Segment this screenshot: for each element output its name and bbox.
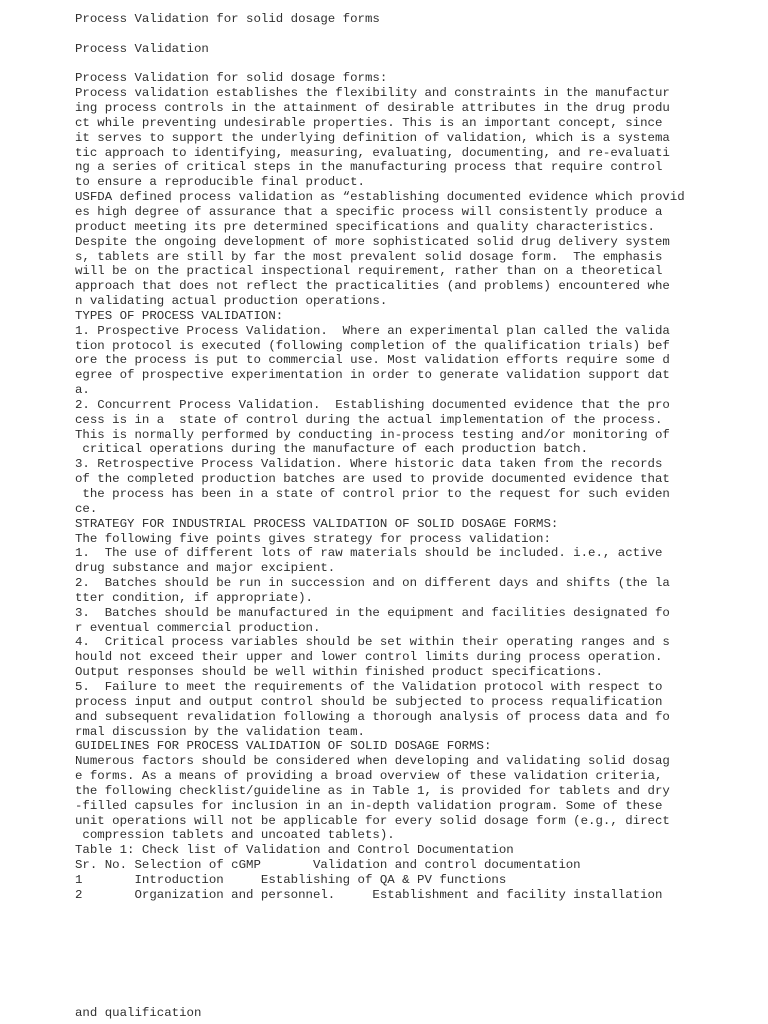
text-line: n validating actual production operations. — [75, 294, 388, 309]
text-line: drug substance and major excipient. — [75, 561, 336, 576]
text-line: 1 Introduction Establishing of QA & PV functions — [75, 872, 507, 887]
text-line: to ensure a reproducible final product. — [75, 175, 365, 190]
text-line: This is normally performed by conducting in-process testing and/or monitoring of — [75, 427, 670, 442]
text-line: ore the process is put to commercial use. Most validation efforts require some d — [75, 353, 670, 368]
text-line: 3. Batches should be manufactured in the equipment and facilities designated fo — [75, 605, 670, 620]
text-line: of the completed production batches are used to provide documented evidence that — [75, 472, 670, 487]
text-line: process input and output control should be subjected to process requalification — [75, 694, 663, 709]
text-line: cess is in a state of control during the actual implementation of the process. — [75, 412, 663, 427]
text-line: r eventual commercial production. — [75, 620, 321, 635]
text-line: ce. — [75, 501, 98, 516]
text-line: egree of prospective experimentation in order to generate validation support dat — [75, 368, 670, 383]
text-line: the following checklist/guideline as in Table 1, is provided for tablets and dry — [75, 783, 670, 798]
text-line: ing process controls in the attainment of desirable attributes in the drug produ — [75, 101, 670, 116]
document-body — [75, 12, 755, 903]
text-line: the process has been in a state of control prior to the request for such eviden — [75, 487, 670, 501]
text-line: tter condition, if appropriate). — [75, 590, 313, 605]
text-line: Process Validation for solid dosage forms — [75, 12, 380, 26]
continued-text: and qualification — [75, 1006, 202, 1020]
text-line: 4. Critical process variables should be set within their operating ranges and s — [75, 635, 670, 650]
text-line: 2. Batches should be run in succession and on different days and shifts (the la — [75, 576, 670, 591]
text-line: Process Validation for solid dosage forms: — [75, 71, 388, 86]
text-line: Output responses should be well within finished product specifications. — [75, 665, 603, 680]
text-line: Process validation establishes the flexibility and constraints in the manufactur — [75, 86, 670, 101]
text-line: 2 Organization and personnel. Establishment and facility installation — [75, 887, 663, 902]
text-line: tic approach to identifying, measuring, evaluating, documenting, and re-evaluati — [75, 145, 670, 160]
text-line: rmal discussion by the validation team. — [75, 724, 365, 739]
text-line: 2. Concurrent Process Validation. Establishing documented evidence that the pro — [75, 397, 670, 412]
text-line: a. — [75, 383, 90, 398]
text-line: hould not exceed their upper and lower control limits during process operation. — [75, 650, 663, 665]
text-line: STRATEGY FOR INDUSTRIAL PROCESS VALIDATION OF SOLID DOSAGE FORMS: — [75, 516, 559, 531]
text-line: will be on the practical inspectional requirement, rather than on a theoretical — [75, 264, 663, 279]
text-line: The following five points gives strategy for process validation: — [75, 531, 551, 546]
text-line: 1. The use of different lots of raw materials should be included. i.e., active — [75, 546, 663, 561]
text-line: s, tablets are still by far the most prevalent solid dosage form. The emphasis — [75, 249, 663, 264]
blank-line — [75, 57, 755, 72]
text-line: tion protocol is executed (following completion of the qualification trials) bef — [75, 338, 670, 353]
text-line: 3. Retrospective Process Validation. Where historic data taken from the records — [75, 457, 663, 472]
text-line: critical operations during the manufacture of each production batch. — [75, 442, 589, 457]
text-line: Sr. No. Selection of cGMP Validation and control documentation — [75, 858, 581, 873]
text-line: 5. Failure to meet the requirements of the Validation protocol with respect to — [75, 679, 663, 694]
text-line: ct while preventing undesirable properties. This is an important concept, since — [75, 115, 663, 130]
blank-line — [75, 27, 755, 42]
text-line: and subsequent revalidation following a thorough analysis of process data and fo — [75, 709, 670, 724]
text-line: USFDA defined process validation as “establishing documented evidence which provid — [75, 190, 685, 205]
text-line: it serves to support the underlying definition of validation, which is a systema — [75, 130, 670, 145]
text-line: Process Validation — [75, 41, 209, 56]
text-line: es high degree of assurance that a specific process will consistently produce a — [75, 204, 663, 219]
text-line: TYPES OF PROCESS VALIDATION: — [75, 308, 284, 323]
text-line: Table 1: Check list of Validation and Control Documentation — [75, 843, 514, 858]
text-line: compression tablets and uncoated tablets). — [75, 828, 395, 843]
text-line: ng a series of critical steps in the manufacturing process that require control — [75, 160, 663, 175]
text-line: 1. Prospective Process Validation. Where an experimental plan called the valida — [75, 323, 670, 338]
text-line: GUIDELINES FOR PROCESS VALIDATION OF SOLID DOSAGE FORMS: — [75, 739, 492, 754]
text-line: product meeting its pre determined specifications and quality characteristics. — [75, 219, 655, 234]
text-line: unit operations will not be applicable for every solid dosage form (e.g., direct — [75, 813, 670, 828]
text-line: -filled capsules for inclusion in an in-depth validation program. Some of these — [75, 798, 663, 813]
text-line: e forms. As a means of providing a broad overview of these validation criteria, — [75, 769, 663, 784]
text-line: Numerous factors should be considered when developing and validating solid dosag — [75, 754, 670, 769]
text-line: Despite the ongoing development of more sophisticated solid drug delivery system — [75, 234, 670, 249]
text-line: approach that does not reflect the practicalities (and problems) encountered whe — [75, 279, 670, 294]
